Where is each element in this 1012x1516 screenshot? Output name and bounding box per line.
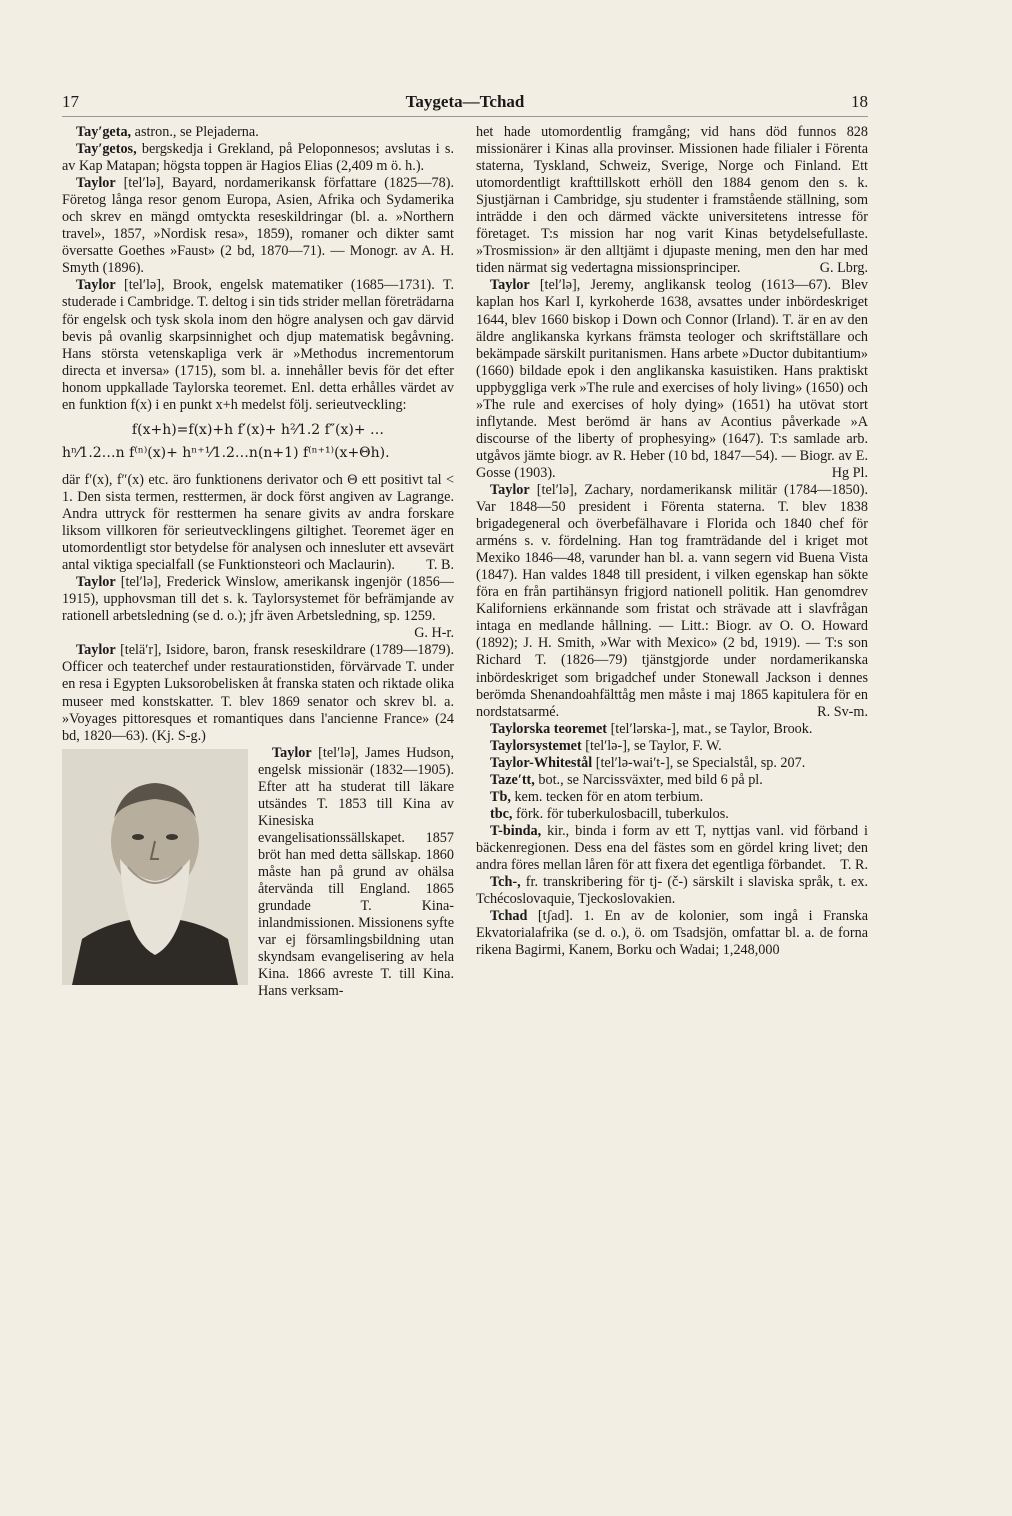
entry-text: [tel′lə], Brook, engelsk matematiker (1685—1731). T. studerade i Cambridge. T. deltog i sin tids strider mellan företrädarna för engelsk och tysk skola inom den högre analysen och gav därvid bevis på ovanlig skarpsinnighet och djup matematisk begåvning. Hans största vetenskapliga verk är »Methodus incrementorum directa et inversa» (1715), som bl. a. innehåller bevis för det efter honom uppkallade Taylorska teoremet. Enl. detta erhålles värdet av en funktion f(x) i en punkt x+h medelst följ. serieutveckling: — [62, 277, 454, 413]
headword: Tay′geta, — [76, 124, 132, 140]
headword: T-binda, — [490, 822, 542, 839]
entry-text: förk. för tuberkulosbacill, tuberkulos. — [516, 805, 729, 822]
entry-text: [telä′r], Isidore, baron, fransk reseskildrare (1789—1879). Officer och teaterchef under restaurationstiden, förvärvade T. under en resa i Egypten Luksorobelisken åt franska staten och riktade olika museer med konstskatter. T. blev 1869 senator och skrev bl. a. »Voyages pittoresques et romantiques dans l'ancienne France» (24 bd, 1820—63). (Kj. S-g.) — [62, 642, 454, 744]
signature: G. Lbrg. — [819, 260, 868, 277]
headword: Taylor — [490, 277, 530, 294]
entry-taylor-brook — [62, 277, 454, 413]
entry-text: [tel′lə], Bayard, nordamerikansk författare (1825—78). Företog långa resor genom Europa, Asien, Afrika och Sydamerika och skrev en mängd omtyckta reseskildringar (bl. a. »Northern travel», 1857, »Nordisk resa», 1859), romaner och dikter samt översatte Goethes »Faust» (2 bd, 1870—71). — Monogr. av A. H. Smyth (1896). — [62, 175, 454, 277]
entry-text: kem. tecken för en atom terbium. — [514, 788, 704, 805]
signature: Hg Pl. — [831, 464, 868, 481]
signature: R. Sv-m. — [817, 703, 868, 720]
portrait-illustration — [62, 749, 248, 985]
entry-tbc — [476, 806, 868, 823]
entry-taylor-isidore — [62, 642, 454, 744]
entry-taylor-brook-cont — [62, 472, 454, 574]
page-number-left: 17 — [62, 92, 79, 111]
formula-line-1: f(x+h)=f(x)+h f′(x)+ h²⁄1.2 f″(x)+ … — [131, 421, 385, 438]
headword: Taylor — [272, 744, 312, 761]
right-column — [476, 124, 868, 1454]
entry-text: het hade utomordentlig framgång; vid hans död funnos 828 missionärer i Kinas alla provinser. Missionen hade filialer i Förenta staterna, Tyskland, Schweiz, Sverige, Norge och Finland. Ett utomordentligt krafttillskott erhöll den 1884 genom den s. k. Sjustjärnan i Cambridge, sju studenter i framstående ställning, som inträdde i den och därmed väckte universitetens intresse för företaget. T:s mission har nog varit Kinas betydelsefullaste. »Trosmission» är den alltjämt i djupaste mening, men den har med tiden närmat sig vedertagna missionsprinciper. — [476, 124, 868, 277]
headword: Tay′getos, — [76, 141, 137, 158]
entry-text: [tel′lə], Jeremy, anglikansk teolog (1613—67). Blev kaplan hos Karl I, kyrkoherde 1638, avsattes under inbördeskriget 1644, blev 1660 biskop i Down och Connor (Irland). T. är en av den äldre anglikanska kyrkans främsta teologer och skriftställare och bekämpade särskilt puritanismen. Hans arbete »Ductor dubitantium» (1660) bildade epok i den anglikanska kasuistiken. Hans praktiskt uppbyggliga verk »The rule and exercises of holy living» (1650) och »The rule and exercises of holy dying» (1651) ha utövat stort inflytande. Mest berömd är hans av Acontius påverkade »A discourse of the liberty of prophesying» (1647). T:s samlade arb. utgåvos jämte biogr. av R. Heber (10 bd, 1847—54). — Biogr. av E. Gosse (1903). — [476, 277, 868, 481]
headword: Taylorska teoremet — [490, 720, 608, 737]
signature: T. R. — [840, 857, 868, 874]
entry-text: [tel′lə], Frederick Winslow, amerikansk ingenjör (1856—1915), upphovsman till det s. k. Taylorsystemet för befrämjande av rationell arbetsledning (se d. o.); jfr även Arbetsledning, sp. 1259. — [62, 574, 454, 625]
entry-tb — [476, 789, 868, 806]
entry-text: [tel′lərska-], mat., se Taylor, Brook. — [610, 720, 813, 737]
entry-text: bot., se Narcissväxter, med bild 6 på pl. — [538, 771, 763, 788]
headword: Taze′tt, — [490, 771, 535, 788]
running-header — [62, 92, 868, 116]
entry-taylor-james — [62, 745, 454, 1001]
entry-text: [tʃad]. 1. En av de kolonier, som ingå i Franska Ekvatorialafrika (se d. o.), ö. om Tsadsjön, omfattar bl. a. de forna rikena Bagirmi, Kanem, Borku och Wadai; 1,248,000 — [476, 908, 868, 959]
entry-text: där f′(x), f″(x) etc. äro funktionens derivator och Θ ett positivt tal < 1. Den sista termen, resttermen, är dock först angiven av Lagrange. Andra uttryck för resttermen ha senare givits av andra forskare liksom villkoren för serieutvecklingens giltighet. Teoremet äger en utomordentligt stor betydelse för analysen och innesluter ett avsevärt antal viktiga specialfall (se Funktionsteori och Maclaurin). — [62, 471, 454, 574]
headword: Taylor-Whitestål — [490, 754, 593, 771]
entry-tazett — [476, 772, 868, 789]
entry-text: [tel′lə-], se Taylor, F. W. — [585, 737, 722, 754]
headword: tbc, — [490, 805, 513, 822]
headword: Tchad — [490, 908, 528, 925]
entry-taylor-whitestal — [476, 755, 868, 772]
entry-taylor-james-cont — [476, 124, 868, 277]
headword: Taylor — [490, 481, 530, 498]
signature: T. B. — [426, 557, 454, 574]
entry-text: bergskedja i Grekland, på Peloponnesos; avslutas i s. av Kap Matapan; högsta toppen är Hagios Elias (2,409 m ö. h.). — [62, 141, 454, 175]
entry-taygeta — [62, 124, 454, 141]
entry-text: astron., se Plejaderna. — [134, 124, 259, 140]
entry-text: fr. transkribering för tj- (č-) särskilt i slaviska språk, t. ex. Tchécoslovaquie, Tjeckoslovakien. — [476, 874, 868, 908]
entry-taylor-bayard — [62, 175, 454, 277]
entry-taygetos — [62, 141, 454, 175]
entry-tchad — [476, 908, 868, 959]
headword: Taylor — [76, 574, 116, 591]
entry-tch — [476, 874, 868, 908]
entry-text: [tel′lə], Zachary, nordamerikansk militär (1784—1850). Var 1848—50 president i Förenta staterna. T. blev 1838 brigadegeneral och överbefälhavare i Florida och 1840 chef för arméns s. v. fördelning. Han tog framträdande del i kriget mot Mexiko 1846—48, varunder han bl. a. vann segern vid Buena Vista (1847). Han valdes 1848 till president, i vilken egenskap han sökte föra en från partihänsyn frigjord nationell politik. Han genomdrev Kaliforniens erkännande som fristat och strävade att i slavfrågan intaga en medlande hållning. — Litt.: Biogr. av O. O. Howard (1892); J. H. Smith, »War with Mexico» (2 bd, 1919). — T:s son Richard T. (1826—79) tjänstgjorde under nordamerikanska inbördeskriget som brigadchef under Stonewall Jackson i dennes berömda Shenandoahfälttåg men måste i maj 1865 kapitulera för en nordstatsarmé. — [476, 481, 868, 720]
entry-text: kir., binda i form av ett T, nyttjas vanl. vid förband i bäckenregionen. Dess ena del fästes som en gördel kring livet; den andra föres mellan låren för att fixera det egentliga förbandet. — [476, 822, 868, 874]
entry-text: [tel′lə], James Hudson, engelsk missionär (1832—1905). Efter att ha studerat till läkare utsändes T. 1853 till Kina av Kinesiska evangelisationssällskapet. 1857 bröt han med detta sällskap. 1860 måste han på grund av ohälsa återvända till England. 1865 grundade T. Kina-inlandmissionen. Missionens syfte var ej församlingsbildning utan skyndsam evangelisering av hela Kina. 1866 avreste T. till Kina. Hans verksam- — [258, 744, 454, 1000]
headword: Taylor — [76, 277, 116, 294]
running-title: Taygeta—Tchad — [405, 92, 525, 111]
left-column — [62, 124, 454, 1454]
signature: G. H-r. — [414, 625, 454, 642]
entry-t-binda — [476, 823, 868, 874]
headword: Taylor — [76, 642, 116, 659]
entry-taylor-zachary — [476, 482, 868, 721]
page-number-right: 18 — [851, 92, 868, 111]
headword: Tb, — [490, 788, 511, 805]
taylor-formula — [62, 422, 454, 462]
entry-taylor-jeremy — [476, 277, 868, 482]
entry-taylor-frederick — [62, 574, 454, 642]
headword: Tch-, — [490, 874, 521, 891]
entry-taylorsystemet — [476, 738, 868, 755]
formula-line-2: hⁿ⁄1.2…n f⁽ⁿ⁾(x)+ hⁿ⁺¹⁄1.2…n(n+1) f⁽ⁿ⁺¹⁾(x+Θh). — [62, 444, 390, 461]
portrait-photo — [62, 749, 248, 985]
headword: Taylor — [76, 175, 116, 192]
entry-taylorska-teoremet — [476, 721, 868, 738]
entry-text: [tel′lə-wai′t-], se Specialstål, sp. 207. — [595, 754, 806, 771]
header-rule — [62, 116, 868, 117]
headword: Taylorsystemet — [490, 737, 582, 754]
